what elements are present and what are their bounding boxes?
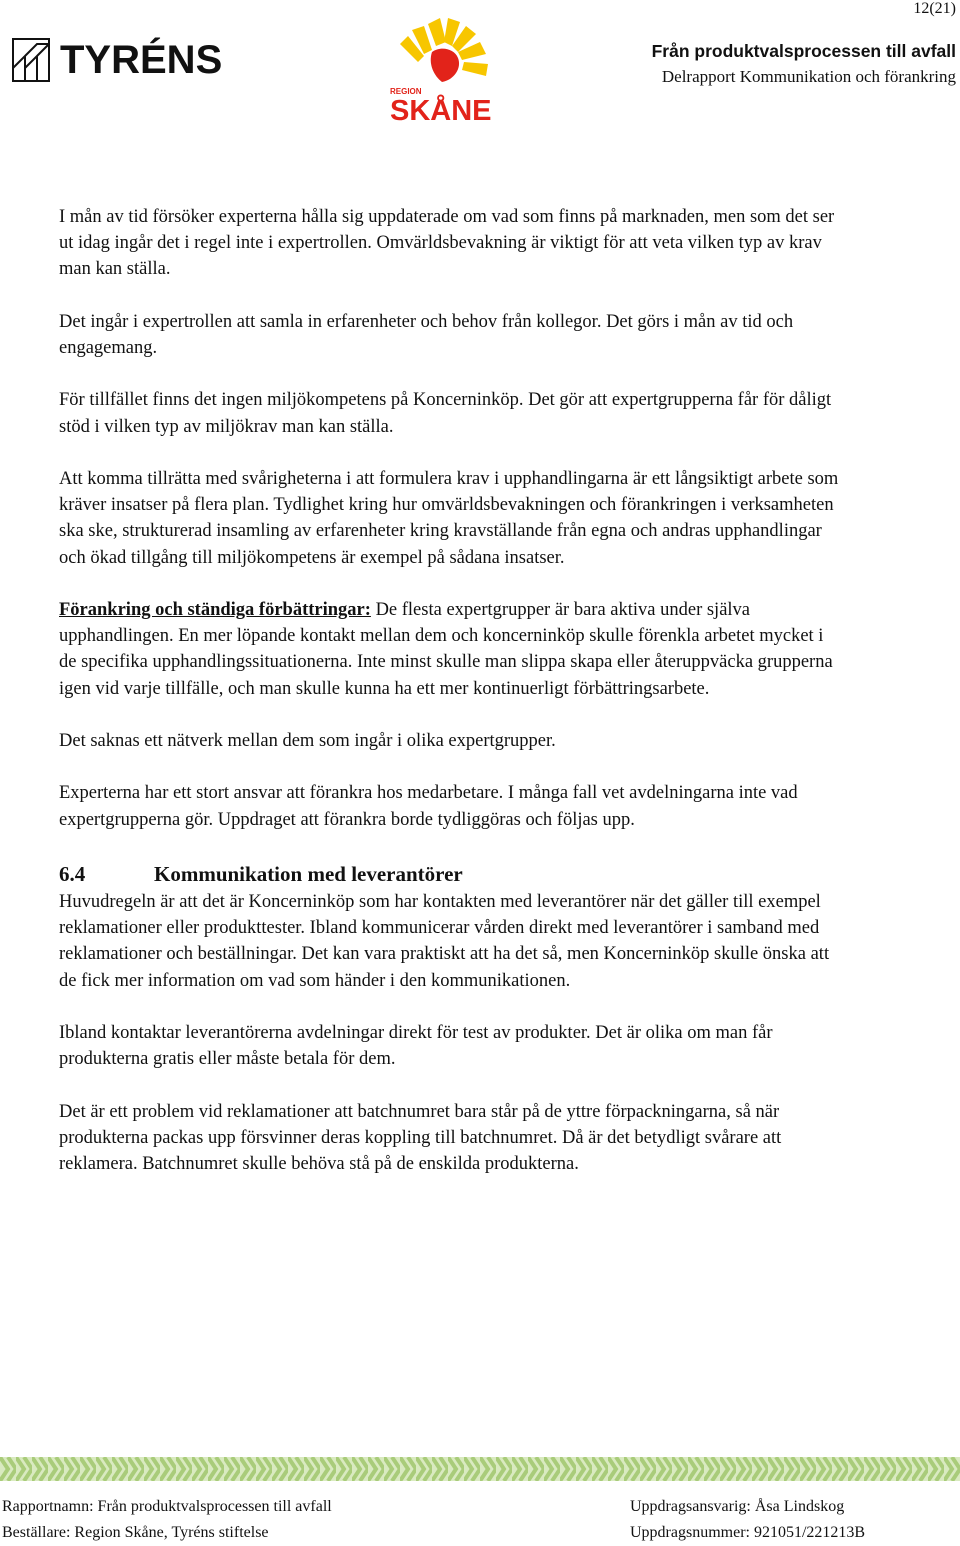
page-body [59,204,839,1203]
paragraph: Att komma tillrätta med svårigheterna i att formulera krav i upphandlingarna är ett långsiktigt arbete som kräver insatser på flera plan. Tydlighet kring hur omvärldsbevakningen och förankringen i verksamheten ska ske, strukturerad insamling av erfarenheter kring kravställande från egna och andras upphandlingar och ökad tillgång till miljökompetens är exempel på sådana insatser. [59,468,839,568]
paragraph-lead: Förankring och ständiga förbättringar: [59,599,371,620]
paragraph: Experterna har ett stort ansvar att förankra hos medarbetare. I många fall vet avdelningarna inte vad expertgrupperna gör. Uppdraget att förankra borde tydliggöras och följas upp. [59,783,798,830]
footer-left [2,1494,332,1546]
tyrens-logo [12,38,222,82]
zigzag-pattern-icon [0,1457,960,1481]
tyrens-wordmark: TYRÉNS [60,38,223,82]
page-number: 12(21) [913,0,956,17]
paragraph: Huvudregeln är att det är Koncerninköp som har kontakten med leverantörer när det gäller till exempel reklamationer eller produkttester. Ibland kommunicerar vården direkt med leverantörer i samband med reklamationer och beställningar. Det kan vara praktiskt att ha det så, men Koncerninköp skulle önska att de fick mer information om vad som händer i den kommunikationen. [59,891,830,991]
footer-right [630,1494,865,1546]
section-number: 6.4 [59,861,86,886]
paragraph: Det är ett problem vid reklamationer att batchnumret bara står på de yttre förpackningarna, så när produkterna packas upp försvinner deras koppling till batchnumret. Då är det betydligt svårare att reklamera. Batchnumret skulle behöva stå på de enskilda produkterna. [59,1101,782,1174]
tyrens-mark-icon [12,38,50,82]
paragraph-text: De flesta expertgrupper är bara aktiva under själva upphandlingen. En mer löpande kontakt mellan dem och koncerninköp skulle förenkla arbetet mycket i de specifika upphandlingssituationerna. Inte minst skulle man slippa skapa eller återuppväcka grupperna igen vid varje tillfälle, och man skulle kunna ha ett mer kontinuerligt förbättringsarbete. [59,599,833,699]
skane-label: SKÅNE [390,95,492,126]
report-subtitle: Delrapport Kommunikation och förankring [661,67,956,86]
footer-assignment-number: Uppdragsnummer: 921051/221213B [630,1524,866,1541]
section-heading [59,859,839,889]
footer-client: Beställare: Region Skåne, Tyréns stiftelse [2,1524,269,1541]
paragraph: För tillfället finns det ingen miljökompetens på Koncerninköp. Det gör att expertgrupperna får för dåligt stöd i vilken typ av miljökrav man kan ställa. [59,390,832,437]
paragraph [59,597,839,702]
report-title: Från produktvalsprocessen till avfall [651,41,956,61]
region-skane-logo [388,16,508,126]
paragraph: Ibland kontaktar leverantörerna avdelningar direkt för test av produkter. Det är olika om man får produkterna gratis eller måste betala för dem. [59,1022,773,1070]
footer-responsible: Uppdragsansvarig: Åsa Lindskog [630,1498,845,1515]
skane-sun-icon [388,16,508,126]
paragraph: I mån av tid försöker experterna hålla sig uppdaterade om vad som finns på marknaden, men som det ser ut idag ingår det i regel inte i expertrollen. Omvärldsbevakning är viktigt för att veta vilken typ av krav man kan ställa. [59,207,835,280]
footer-decorative-band [0,1457,960,1481]
footer-report-name: Rapportnamn: Från produktvalsprocessen till avfall [2,1498,332,1515]
paragraph: Det saknas ett nätverk mellan dem som ingår i olika expertgrupper. [59,730,556,751]
paragraph: Det ingår i expertrollen att samla in erfarenheter och behov från kollegor. Det görs i mån av tid och engagemang. [59,311,794,358]
region-label: REGION [390,87,422,96]
section-title: Kommunikation med leverantörer [154,861,463,886]
